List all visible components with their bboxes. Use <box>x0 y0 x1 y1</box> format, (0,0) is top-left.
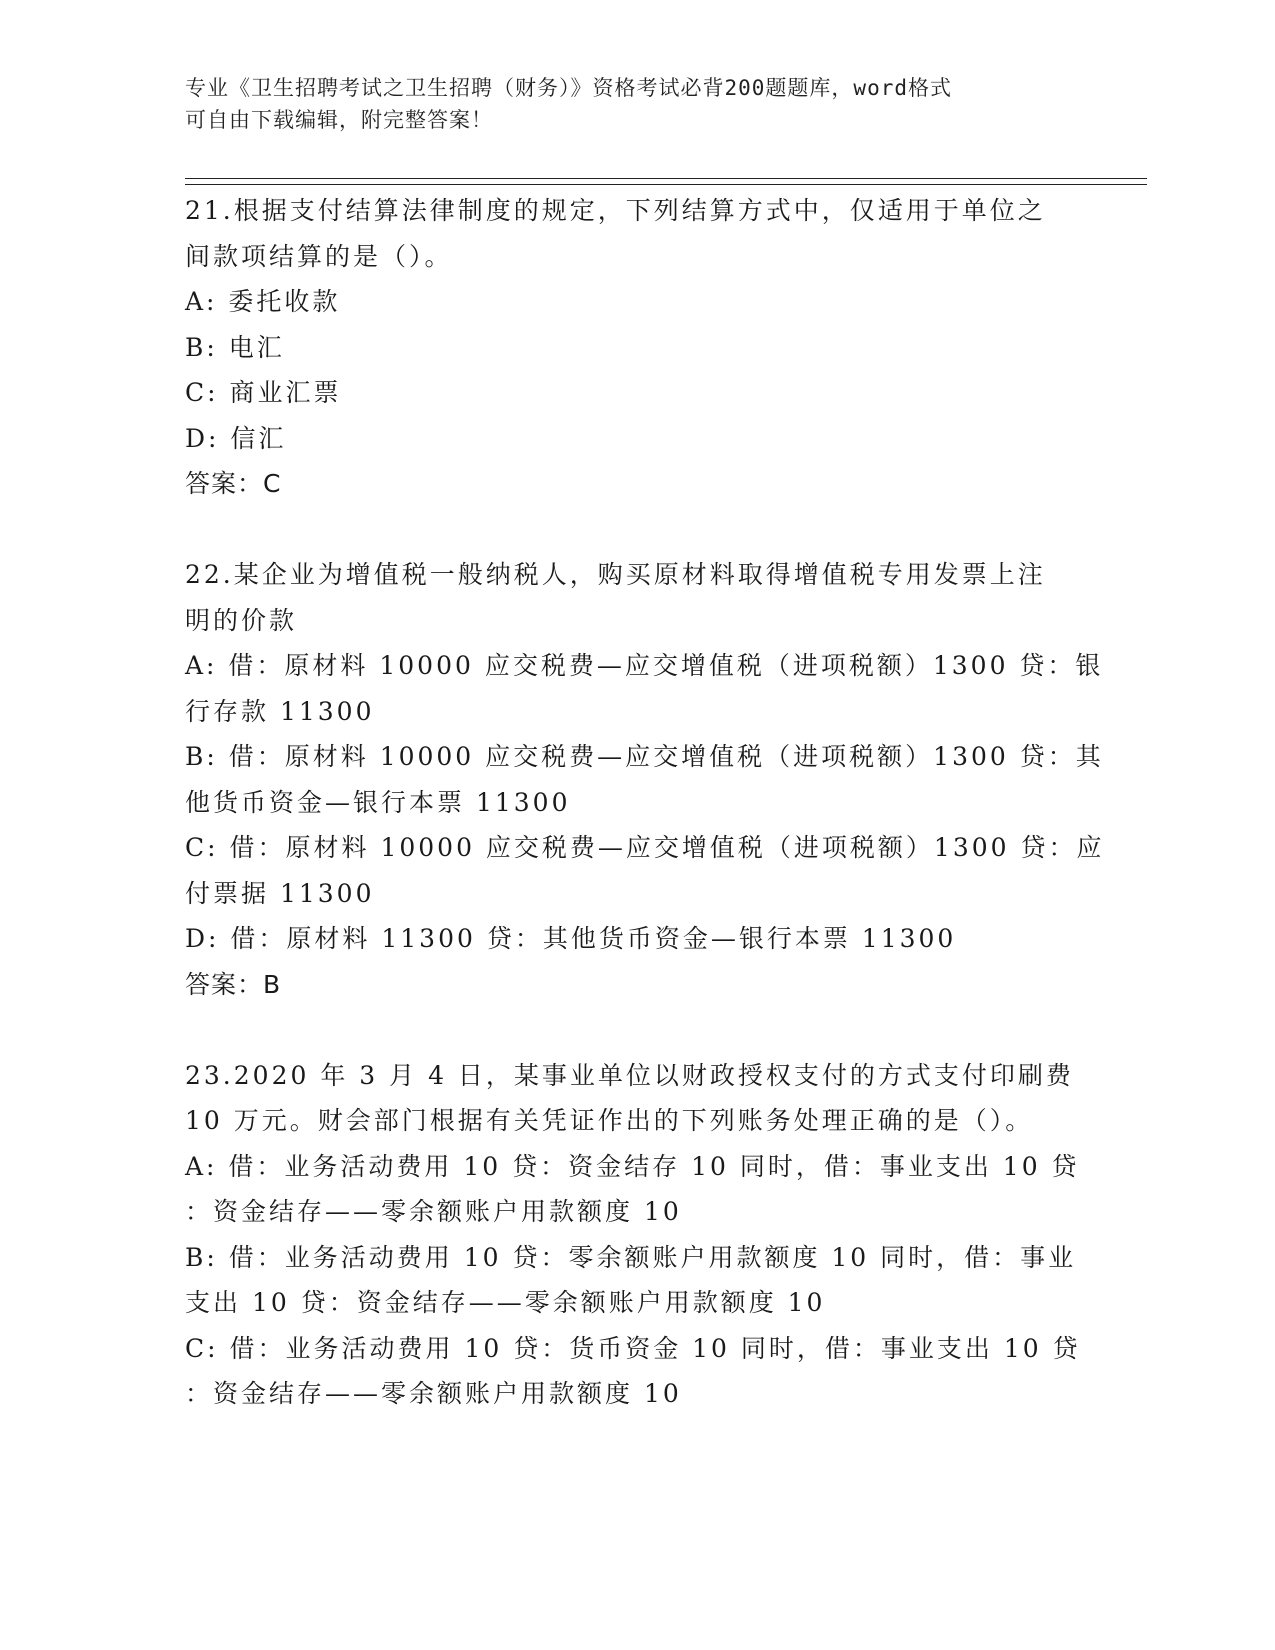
question-stem-line: 间款项结算的是（）。 <box>185 241 453 271</box>
option-c: C: 借：业务活动费用 10 贷：货币资金 10 同时，借：事业支出 10 贷 <box>185 1333 1081 1363</box>
question-list <box>185 188 1105 1417</box>
question-22 <box>185 552 1105 1007</box>
option-d: D: 借：原材料 11300 贷：其他货币资金—银行本票 11300 <box>185 924 957 953</box>
option-a: A: 借：业务活动费用 10 贷：资金结存 10 同时，借：事业支出 10 贷 <box>185 1151 1080 1181</box>
option-b-cont: 支出 10 贷：资金结存——零余额账户用款额度 10 <box>185 1288 826 1317</box>
option-b: B: 借：业务活动费用 10 贷：零余额账户用款额度 10 同时，借：事业 <box>185 1242 1077 1272</box>
question-21 <box>185 188 1085 507</box>
spacer <box>185 1007 1085 1053</box>
header-line-2: 可自由下载编辑，附完整答案！ <box>185 108 493 132</box>
document-header <box>185 72 1065 136</box>
option-c: C: 商业汇票 <box>185 378 342 407</box>
question-stem-line: 10 万元。财会部门根据有关凭证作出的下列账务处理正确的是（）。 <box>185 1106 1034 1135</box>
spacer <box>185 507 1085 553</box>
option-a-cont: ：资金结存——零余额账户用款额度 10 <box>185 1197 682 1226</box>
question-stem-line: 22.某企业为增值税一般纳税人，购买原材料取得增值税专用发票上注 <box>185 560 1046 589</box>
option-b: B: 借：原材料 10000 应交税费—应交增值税（进项税额）1300 贷：其 <box>185 742 1104 771</box>
header-rule-top <box>185 178 1147 179</box>
question-23 <box>185 1053 1085 1417</box>
option-a-cont: 行存款 11300 <box>185 696 375 726</box>
option-c-cont: 付票据 11300 <box>185 878 375 908</box>
option-d: D: 信汇 <box>185 423 287 453</box>
option-a: A: 委托收款 <box>185 287 341 316</box>
option-a: A: 借：原材料 10000 应交税费—应交增值税（进项税额）1300 贷：银 <box>185 651 1104 680</box>
option-c-cont: ：资金结存——零余额账户用款额度 10 <box>185 1379 682 1408</box>
answer-label: 答案：B <box>185 969 282 999</box>
option-b: B: 电汇 <box>185 332 285 362</box>
question-stem-line: 23.2020 年 3 月 4 日，某事业单位以财政授权支付的方式支付印刷费 <box>185 1060 1074 1090</box>
question-stem-line: 21.根据支付结算法律制度的规定，下列结算方式中，仅适用于单位之 <box>185 196 1046 225</box>
option-c: C: 借：原材料 10000 应交税费—应交增值税（进项税额）1300 贷：应 <box>185 833 1105 862</box>
answer-label: 答案：C <box>185 469 282 498</box>
option-b-cont: 他货币资金—银行本票 11300 <box>185 787 571 817</box>
header-line-1: 专业《卫生招聘考试之卫生招聘（财务）》资格考试必背200题题库，word格式 <box>185 76 952 100</box>
question-stem-line: 明的价款 <box>185 605 298 635</box>
header-rule-bottom <box>185 184 1147 185</box>
